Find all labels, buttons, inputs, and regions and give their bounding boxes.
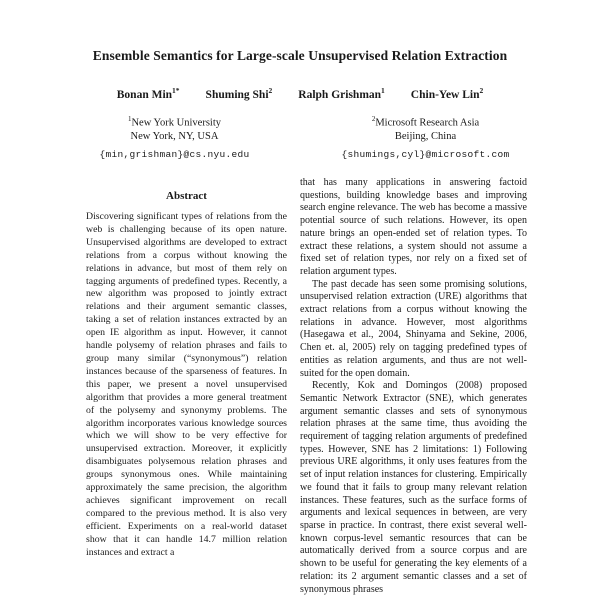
author-1-superscript: 1* bbox=[172, 86, 180, 95]
author-list bbox=[0, 86, 600, 101]
abstract-heading: Abstract bbox=[166, 190, 207, 202]
paper-title: Ensemble Semantics for Large-scale Unsupervised Relation Extraction bbox=[92, 48, 508, 63]
author-4-superscript: 2 bbox=[479, 86, 484, 95]
affiliation-1-location: New York, NY, USA bbox=[130, 130, 219, 142]
author-2: Shuming Shi$^2$ bbox=[205, 86, 273, 101]
author-3: Ralph Grishman$^1$ bbox=[298, 86, 385, 101]
affiliation-1-institution: $^1$New York University bbox=[127, 115, 222, 129]
affiliation-1-email: {min,grishman}@cs.nyu.edu bbox=[99, 148, 250, 160]
affiliation-2-email: {shumings,cyl}@microsoft.com bbox=[341, 148, 510, 160]
author-4: Chin-Yew Lin$^2$ bbox=[410, 86, 484, 101]
author-2-superscript: 2 bbox=[268, 86, 273, 95]
author-3-superscript: 1 bbox=[381, 86, 385, 95]
intro-paragraph-1: that has many applications in answering factoid questions, building knowledge bases and improving search engine relevance. The web has become a massive potential source of such relations. However, its open nature brings an open-ended set of relation types. To extract these relations, a system should not assume a fixed set of relation types, nor rely on a fixed set of relation argument types. bbox=[300, 177, 527, 277]
intro-paragraph-3: Recently, Kok and Domingos (2008) proposed Semantic Network Extractor (SNE), which generates argument semantic classes and sets of synonymous relation phrases at the same time, thus avoiding the requirement of tagging relation arguments of predefined types. However, SNE has 2 limitations: 1) Following previous URE algorithms, it only uses features from the set of input relation instances for clustering. Empirically we found that it fails to group many relevant relation instances. These features, such as the surface forms of arguments and lexical sequences in between, are very sparse in practice. In contrast, there exist several well-known corpus-level semantic resources that can be automatically derived from a source corpus and are shown to be useful for generating the key elements of a relation: its 2 argument semantic classes and a set of synonymous phrases bbox=[300, 380, 527, 595]
affiliation-2-location: Beijing, China bbox=[394, 130, 457, 142]
affiliation-1 bbox=[62, 113, 287, 161]
affiliation-2-institution: $^2$Microsoft Research Asia bbox=[371, 115, 480, 129]
affiliation-list bbox=[60, 113, 540, 161]
affiliation-2 bbox=[313, 113, 538, 161]
intro-paragraph-2: The past decade has seen some promising solutions, unsupervised relation extraction (URE) algorithms that extract relations from a corpus without knowing the relations in advance. However, most algorithms (Hasegawa et al., 2004, Shinyama and Sekine, 2006, Chen et. al, 2005) rely on tagging predefined types of entities as relation arguments, and thus are not well-suited for the open domain. bbox=[300, 278, 527, 379]
author-1: Bonan Min$^{1*}$ bbox=[116, 86, 180, 101]
left-column bbox=[75, 190, 298, 600]
right-column bbox=[300, 177, 527, 600]
abstract-text: Discovering significant types of relations from the web is challenging because of its open nature. Unsupervised algorithms are developed to extract relations from a corpus without knowing the relations in advance, but most of them rely on tagging arguments of predefined types. Recently, a new algorithm was proposed to jointly extract relations and their argument semantic classes, taking a set of relation instances extracted by an open IE algorithm as input. However, it cannot handle polysemy of relation phrases and fails to group many similar (“synonymous”) relation instances because of the sparseness of features. In this paper, we present a novel unsupervised algorithm that provides a more general treatment of the polysemy and synonymy problems. The algorithm incorporates various knowledge sources which we will show to be very effective for unsupervised extraction. Moreover, it explicitly disambiguates polysemous relation phrases and groups synonymous ones. While maintaining approximately the same precision, the algorithm achieves significant improvement on recall compared to the previous method. It is also very efficient. Experiments on a real-world dataset show that it can handle 14.7 million relation instances and extract a bbox=[86, 211, 287, 558]
